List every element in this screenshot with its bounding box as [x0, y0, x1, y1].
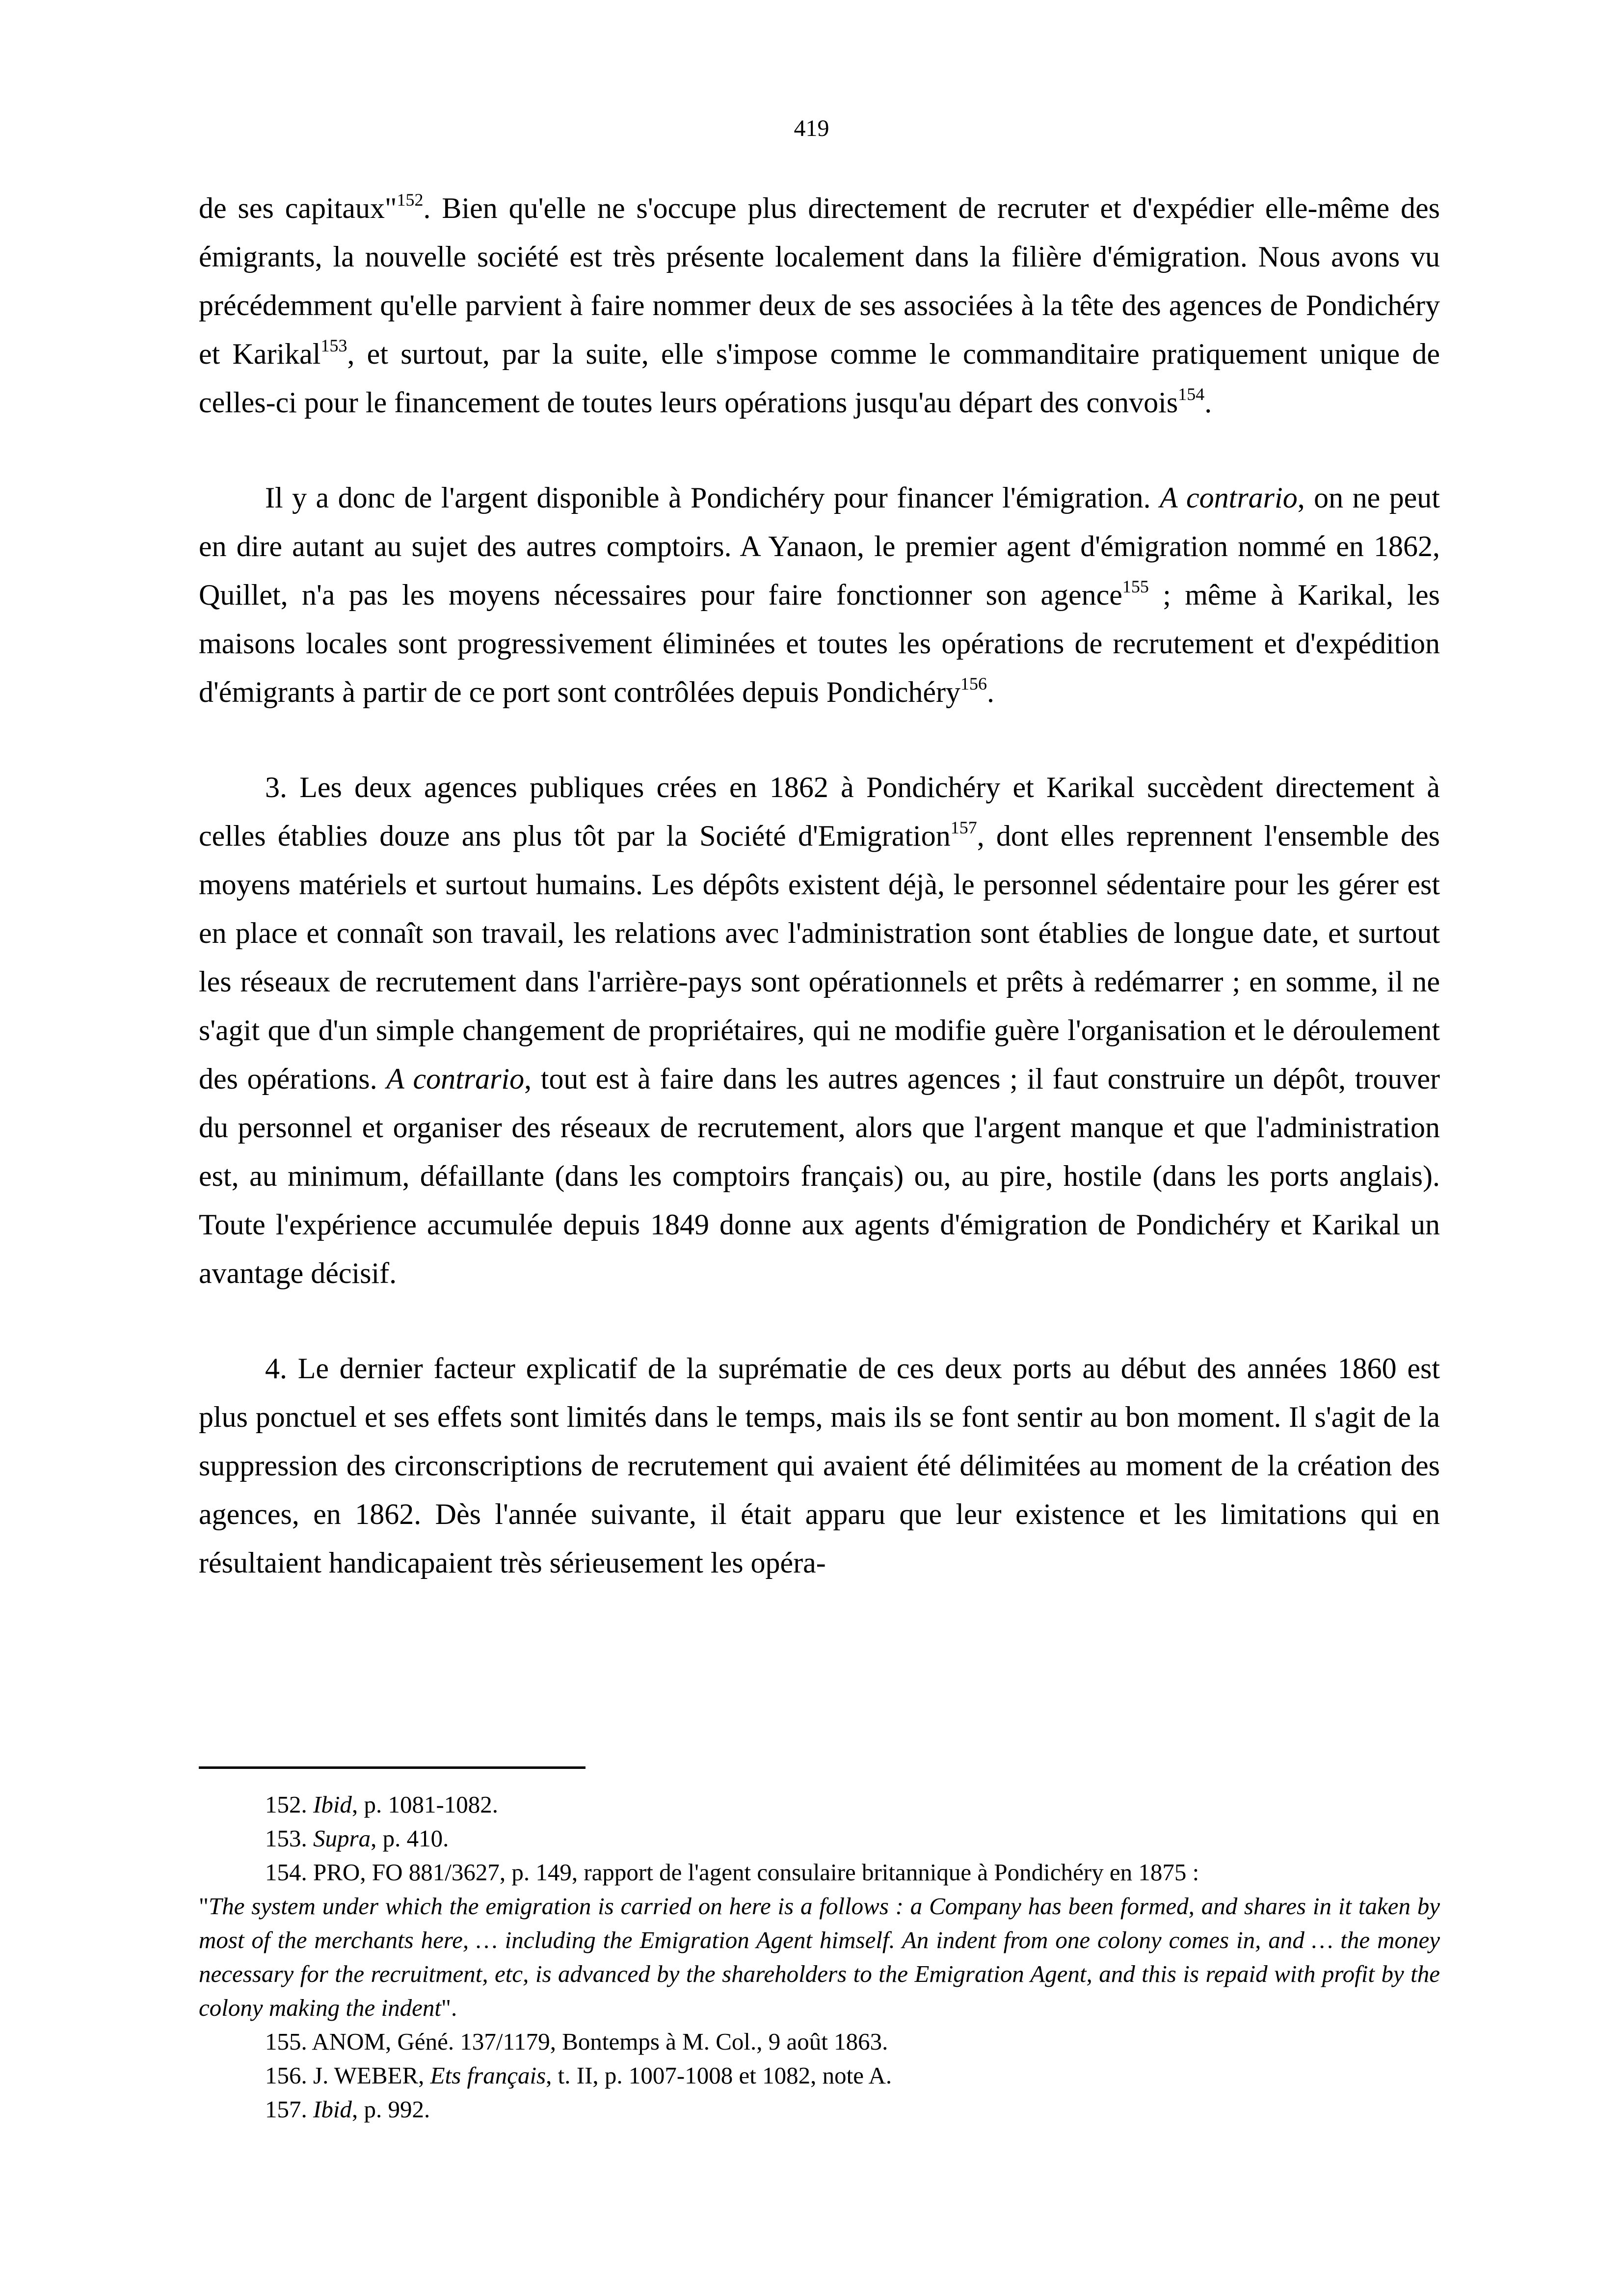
footnote-text: ": [199, 1893, 209, 1920]
footnote-number: 157.: [265, 2096, 313, 2123]
paragraph-text: ; même à Karikal, les maisons locales sont progressivement éliminées et toutes les opérations de recrutement et d'expédition d'émigrants à partir de ce port sont contrôlées depuis Pondichéry: [199, 579, 1440, 708]
paragraph-2: [199, 474, 1440, 717]
paragraph-text: de ses capitaux": [199, 192, 397, 224]
italic-phrase: Ibid: [313, 1791, 352, 1818]
footnote-divider: [199, 1766, 585, 1769]
paragraph-text: . Bien qu'elle ne s'occupe plus directement de recruter et d'expédier elle-même des émigrants, la nouvelle société est très présente localement dans la filière d'émigration. Nous avons vu précédemment qu'elle parvient à faire nommer deux de ses associées à la tête des agences de Pondichéry et Karikal: [199, 192, 1440, 370]
footnote-number: 152.: [265, 1791, 313, 1818]
body-text: [199, 184, 1440, 1587]
footnote-154: [199, 1855, 1440, 2025]
paragraph-text: Il y a donc de l'argent disponible à Pondichéry pour financer l'émigration.: [265, 481, 1160, 514]
footnote-155: [199, 2025, 1440, 2058]
footnote-ref-152[interactable]: 152: [397, 190, 424, 210]
footnote-text: , p. 410.: [371, 1825, 449, 1852]
footnote-text: 155. ANOM, Géné. 137/1179, Bontemps à M. Col., 9 août 1863.: [265, 2028, 888, 2055]
italic-phrase: A contrario: [386, 1063, 525, 1095]
footnotes: [199, 1788, 1440, 2126]
footnote-157: [199, 2092, 1440, 2126]
paragraph-text: , dont elles reprennent l'ensemble des moyens matériels et surtout humains. Les dépôts existent déjà, le personnel sédentaire pour les gérer est en place et connaît son travail, les relations avec l'administration sont établies de longue date, et surtout les réseaux de recrutement dans l'arrière-pays sont opérationnels et prêts à redémarrer ; en somme, il ne s'agit que d'un simple changement de propriétaires, qui ne modifie guère l'organisation et le déroulement des opérations.: [199, 820, 1440, 1095]
footnote-text: , p. 992.: [351, 2096, 430, 2123]
paragraph-text: , tout est à faire dans les autres agences ; il faut construire un dépôt, trouver du personnel et organiser des réseaux de recrutement, alors que l'argent manque et que l'administration est, au minimum, défaillante (dans les comptoirs français) ou, au pire, hostile (dans les ports anglais). Toute l'expérience accumulée depuis 1849 donne aux agents d'émigration de Pondichéry et Karikal un avantage décisif.: [199, 1063, 1440, 1289]
italic-phrase: Ets français: [430, 2062, 546, 2089]
footnote-number: 153.: [265, 1825, 313, 1852]
footnote-153: [199, 1821, 1440, 1855]
paragraph-text: .: [1204, 386, 1212, 419]
italic-phrase: A contrario: [1160, 481, 1298, 514]
paragraph-text: 3. Les deux agences publiques crées en 1862 à Pondichéry et Karikal succèdent directement à celles établies douze ans plus tôt par la Société d'Emigration: [199, 771, 1440, 852]
footnote-text: , t. II, p. 1007-1008 et 1082, note A.: [546, 2062, 892, 2089]
italic-phrase: Ibid: [313, 2096, 352, 2123]
paragraph-text: 4. Le dernier facteur explicatif de la suprématie de ces deux ports au début des années 1860 est plus ponctuel et ses effets sont limités dans le temps, mais ils se font sentir au bon moment. Il s'agit de la suppression des circonscriptions de recrutement qui avaient été délimitées au moment de la création des agences, en 1862. Dès l'année suivante, il était apparu que leur existence et les limitations qui en résultaient handicapaient très sérieusement les opéra-: [199, 1352, 1440, 1579]
paragraph-text: .: [987, 676, 995, 708]
paragraph-text: , on ne peut en dire autant au sujet des autres comptoirs. A Yanaon, le premier agent d'émigration nommé en 1862, Quillet, n'a pas les moyens nécessaires pour faire fonctionner son agence: [199, 481, 1440, 611]
footnote-ref-155[interactable]: 155: [1122, 577, 1149, 596]
footnote-156: [199, 2058, 1440, 2092]
page-number: 419: [794, 115, 829, 141]
paragraph-1: [199, 184, 1440, 427]
paragraph-4: [199, 1344, 1440, 1587]
italic-phrase: Supra: [313, 1825, 371, 1852]
footnote-text: , p. 1081-1082.: [351, 1791, 499, 1818]
footnote-ref-154[interactable]: 154: [1178, 384, 1205, 404]
footnote-ref-156[interactable]: 156: [960, 674, 987, 694]
footnote-ref-157[interactable]: 157: [950, 818, 977, 837]
footnote-text: ".: [441, 1994, 457, 2021]
footnote-ref-153[interactable]: 153: [320, 336, 347, 355]
paragraph-text: , et surtout, par la suite, elle s'impose comme le commanditaire pratiquement unique de celles-ci pour le financement de toutes leurs opérations jusqu'au départ des convois: [199, 338, 1440, 419]
footnote-text: 154. PRO, FO 881/3627, p. 149, rapport de l'agent consulaire britannique à Pondichéry en 1875 :: [265, 1859, 1199, 1886]
footnote-text: 156. J. WEBER,: [265, 2062, 430, 2089]
italic-quote: The system under which the emigration is carried on here is a follows : a Company has been formed, and shares in it taken by most of the merchants here, … including the Emigration Agent himself. An indent from one colony comes in, and … the money necessary for the recruitment, etc, is advanced by the shareholders to the Emigration Agent, and this is repaid with profit by the colony making the indent: [199, 1893, 1440, 2021]
paragraph-3: [199, 763, 1440, 1298]
footnote-152: [199, 1788, 1440, 1821]
